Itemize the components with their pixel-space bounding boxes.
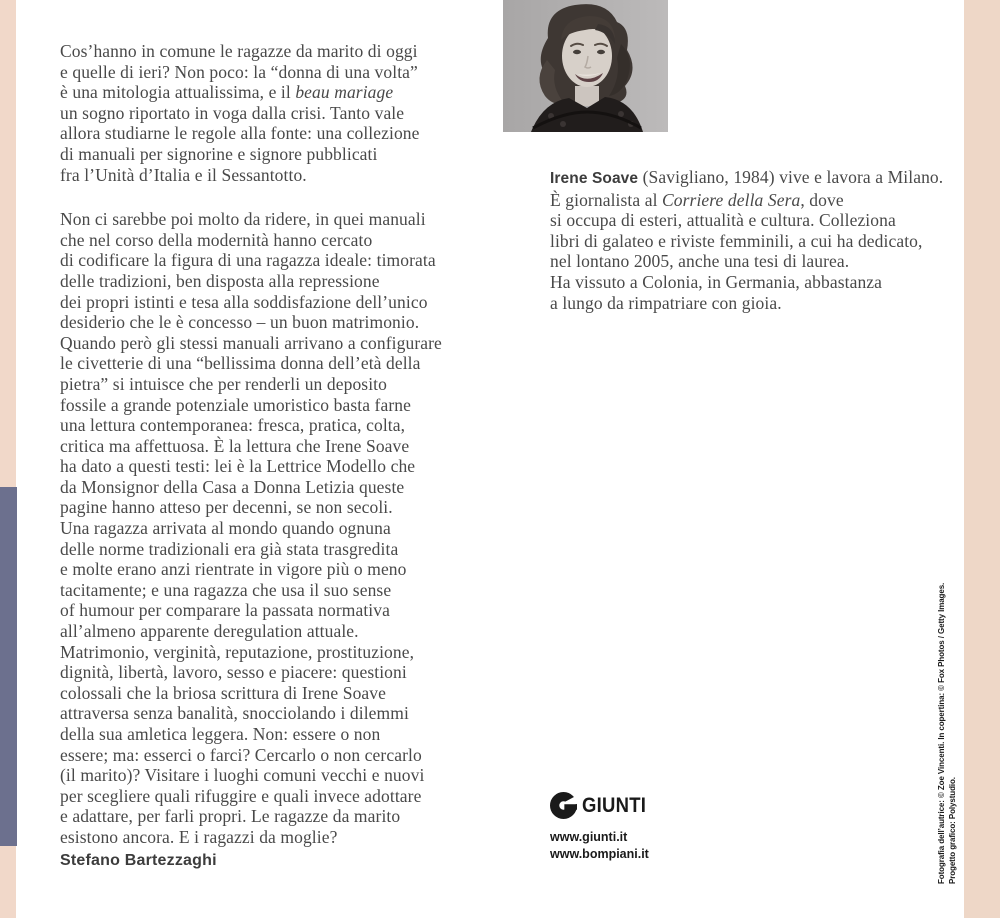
text-segment: allora studiarne le regole alla fonte: una collezione (60, 123, 420, 144)
blurb-text-block (60, 41, 472, 871)
text-line (60, 518, 472, 539)
text-segment: Matrimonio, verginità, reputazione, prostituzione, (60, 641, 415, 662)
photo-credits (937, 583, 958, 884)
text-segment: e adattare, per farli propri. Le ragazze da marito (60, 806, 401, 827)
text-line (60, 144, 472, 165)
text-segment: (Savigliano, 1984) vive e lavora a Milano. (638, 167, 944, 187)
text-line (60, 333, 472, 354)
right-pink-strip (964, 0, 1000, 918)
giunti-logo-text: GIUNTI (582, 793, 647, 817)
text-segment: of humour per comparare la passata normativa (60, 600, 390, 621)
text-line (60, 683, 472, 704)
text-segment: pagine hanno atteso per decenni, se non secoli. (60, 497, 393, 518)
author-bio (550, 167, 970, 313)
text-line (60, 230, 472, 251)
bompiani-url: www.bompiani.it (550, 847, 649, 861)
text-segment: Cos’hanno in comune le ragazze da marito di oggi (60, 41, 418, 61)
text-segment: (il marito)? Visitare i luoghi comuni vecchi e nuovi (60, 765, 425, 786)
text-line (60, 786, 472, 807)
text-line (60, 724, 472, 745)
text-line (60, 374, 472, 395)
text-line (60, 436, 472, 457)
text-segment: di manuali per signorine e signore pubblicati (60, 143, 378, 164)
text-segment: Corriere della Sera (662, 189, 801, 210)
text-line (60, 353, 472, 374)
giunti-url: www.giunti.it (550, 830, 628, 844)
text-segment: fra l’Unità d’Italia e il Sessantotto. (60, 164, 307, 185)
credit-line-2: Progetto grafico: Polystudio. (947, 777, 957, 884)
text-segment: essere; ma: esserci o farci? Cercarlo o non cercarlo (60, 744, 422, 765)
text-segment: fossile a grande potenziale umoristico basta farne (60, 394, 411, 415)
text-segment: ha dato a questi testi: lei è la Lettrice Modello che (60, 456, 416, 477)
text-segment: È giornalista al (550, 189, 663, 210)
text-line (60, 745, 472, 766)
text-line (60, 123, 472, 144)
text-segment: , dove (800, 189, 844, 210)
text-line (60, 806, 472, 827)
text-segment: e molte erano anzi rientrate in vigore più o meno (60, 559, 407, 580)
text-segment: libri di galateo e riviste femminili, a cui ha dedicato, (550, 230, 923, 251)
text-line (550, 190, 970, 211)
text-segment: un sogno riportato in voga dalla crisi. Tanto vale (60, 102, 405, 123)
text-segment: delle tradizioni, ben disposta alla repressione (60, 270, 380, 291)
text-segment: una lettura contemporanea: fresca, pratica, colta, (60, 415, 406, 436)
text-segment: esistono ancora. E i ragazzi da moglie? (60, 826, 338, 847)
text-segment: della sua amletica leggera. Non: essere o non (60, 724, 381, 744)
text-segment: Ha vissuto a Colonia, in Germania, abbastanza (550, 271, 883, 292)
giunti-logo (550, 792, 655, 819)
text-segment: pietra” si intuisce che per renderli un deposito (60, 373, 387, 394)
text-line (60, 765, 472, 786)
text-line (60, 292, 472, 313)
text-line (60, 580, 472, 601)
text-line (60, 559, 472, 580)
text-segment: dei propri istinti e tesa alla soddisfazione dell’unico (60, 291, 428, 312)
text-line (60, 165, 472, 186)
text-segment: Non ci sarebbe poi molto da ridere, in quei manuali (60, 209, 426, 230)
text-segment: nel lontano 2005, anche una tesi di laurea. (550, 251, 850, 272)
credit-line-1: Fotografia dell’autrice: © Zoe Vincenti. In copertina: © Fox Photos / Getty Images. (937, 582, 946, 884)
text-segment: desiderio che le è concesso – un buon matrimonio. (60, 312, 420, 333)
text-line (60, 662, 472, 683)
text-line (60, 456, 472, 477)
giunti-g-icon (550, 792, 577, 819)
text-line (60, 827, 472, 848)
text-segment: delle norme tradizionali era già stata trasgredita (60, 538, 399, 559)
text-segment: beau mariage (295, 82, 394, 103)
left-slate-strip (0, 487, 17, 846)
text-segment: attraversa senza banalità, snocciolando i dilemmi (60, 703, 409, 724)
text-line (550, 167, 970, 190)
text-line (60, 82, 472, 103)
text-segment: dignità, libertà, lavoro, sesso e piacere: questioni (60, 662, 407, 683)
text-line (60, 539, 472, 560)
text-line (60, 477, 472, 498)
text-segment: a lungo da rimpatriare con gioia. (550, 292, 782, 313)
text-line (60, 62, 472, 83)
text-line (60, 103, 472, 124)
author-photo (503, 0, 668, 132)
text-segment: Quando però gli stessi manuali arrivano a configurare (60, 332, 442, 353)
text-segment: che nel corso della modernità hanno cercato (60, 229, 373, 250)
text-line (60, 395, 472, 416)
publisher-urls (550, 829, 655, 863)
publisher-block (550, 792, 655, 863)
text-line (550, 210, 970, 231)
blurb-paragraph-1 (60, 41, 472, 185)
text-line (60, 497, 472, 518)
text-segment: da Monsignor della Casa a Donna Letizia queste (60, 476, 405, 497)
text-segment: è una mitologia attualissima, e il (60, 82, 296, 103)
text-segment: si occupa di esteri, attualità e cultura. Colleziona (550, 210, 896, 231)
author-portrait-illustration (503, 0, 668, 132)
text-line (550, 272, 970, 293)
text-segment: di codificare la figura di una ragazza ideale: timorata (60, 250, 436, 271)
text-line (550, 251, 970, 272)
text-line (60, 312, 472, 333)
text-segment: per scegliere quali rifuggire e quali invece adottare (60, 785, 422, 806)
text-line (60, 621, 472, 642)
text-line (60, 250, 472, 271)
text-segment: le civetterie di una “bellissima donna dell’età della (60, 353, 421, 374)
text-line (60, 703, 472, 724)
text-segment: all’almeno apparente deregulation attuale. (60, 621, 359, 642)
text-line (550, 293, 970, 314)
text-segment: e quelle di ieri? Non poco: la “donna di una volta” (60, 61, 418, 82)
text-line (60, 41, 472, 62)
blurb-paragraph-2 (60, 209, 472, 847)
text-segment: critica ma affettuosa. È la lettura che Irene Soave (60, 435, 410, 456)
text-line (60, 415, 472, 436)
text-line (60, 600, 472, 621)
text-segment: Una ragazza arrivata al mondo quando ognuna (60, 518, 391, 539)
text-line (60, 209, 472, 230)
text-line (60, 271, 472, 292)
blurb-author-signature: Stefano Bartezzaghi (60, 851, 217, 869)
text-segment: Irene Soave (550, 170, 639, 187)
text-line (550, 231, 970, 252)
text-segment: tacitamente; e una ragazza che usa il suo sense (60, 579, 392, 600)
text-line (60, 642, 472, 663)
text-segment: colossali che la briosa scrittura di Irene Soave (60, 682, 387, 703)
